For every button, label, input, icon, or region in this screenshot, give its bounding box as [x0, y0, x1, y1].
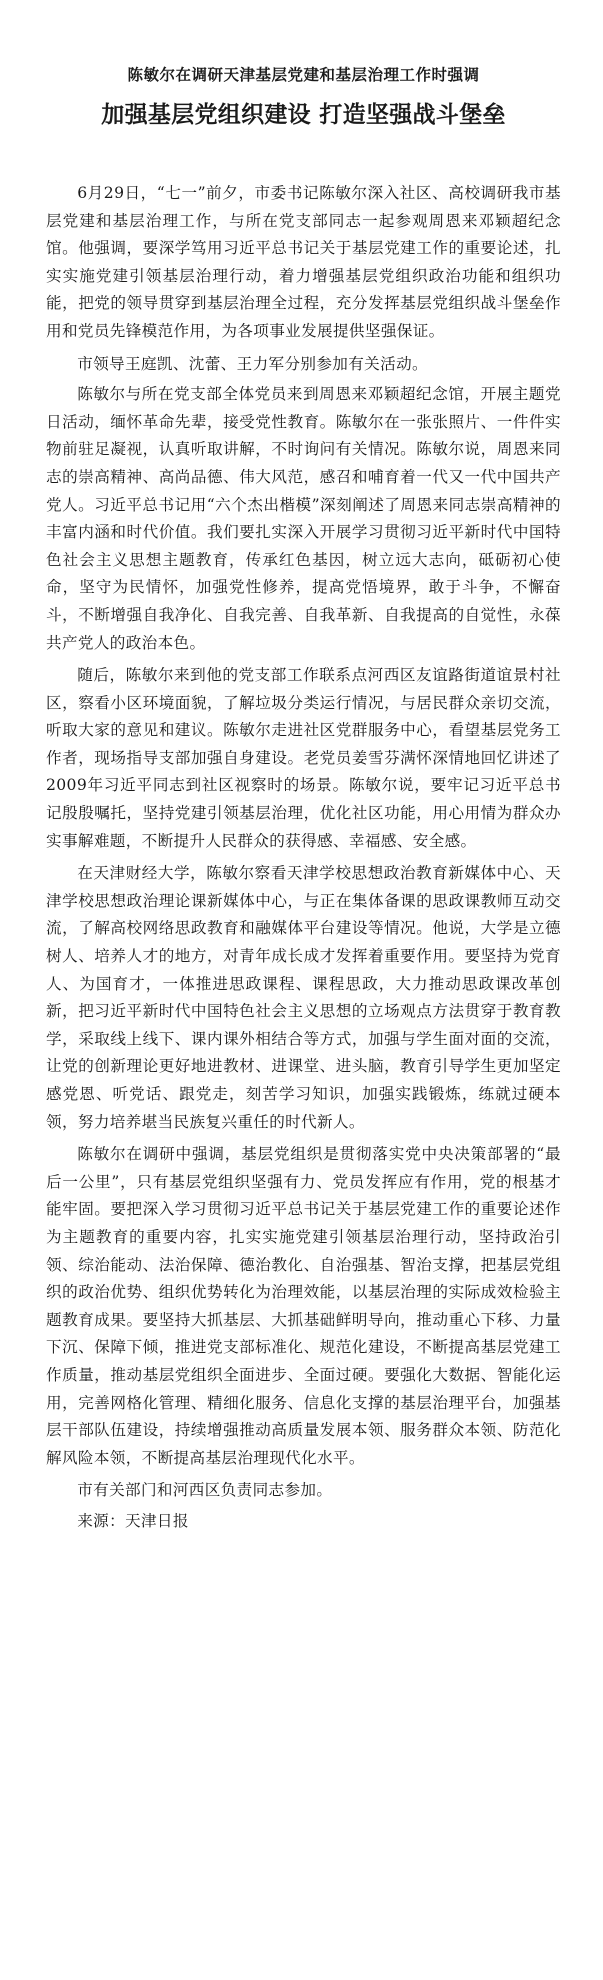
paragraph-emphasis: 陈敏尔在调研中强调，基层党组织是贯彻落实党中央决策部署的“最后一公里”，只有基层党组织坚强有力、党员发挥应有作用，党的根基才能牢固。要把深入学习贯彻习近平总书记关于基层党建工作的重要论述作为主题教育的重要内容，扎实实施党建引领基层治理行动，坚持政治引领、综治能动、法治保障、德治教化、自治强基、智治支撑，把基层党组织的政治优势、组织优势转化为治理效能，以基层治理的实际成效检验主题教育成果。要坚持大抓基层、大抓基础鲜明导向，推动重心下移、力量下沉、保障下倾，推进党支部标准化、规范化建设，不断提高基层党建工作质量，推动基层党组织全面进步、全面过硬。要强化大数据、智能化运用，完善网格化管理、精细化服务、信息化支撑的基层治理平台，加强基层干部队伍建设，持续增强推动高质量发展本领、服务群众本领、防范化解风险本领，不断提高基层治理现代化水平。 — [46, 1145, 561, 1467]
paragraph-memorial-visit: 陈敏尔与所在党支部全体党员来到周恩来邓颖超纪念馆，开展主题党日活动，缅怀革命先辈，接受党性教育。陈敏尔在一张张照片、一件件实物前驻足凝视，认真听取讲解，不时询问有关情况。陈敏尔说，周恩来同志的崇高精神、高尚品德、伟大风范，感召和哺育着一代又一代中国共产党人。习近平总书记用“六个杰出楷模”深刻阐述了周恩来同志崇高精神的丰富内涵和时代价值。我们要扎实深入开展学习贯彻习近平新时代中国特色社会主义思想主题教育，传承红色基因，树立远大志向，砥砺初心使命，坚守为民情怀，加强党性修养，提高党悟境界，敢于斗争，不懈奋斗，不断增强自我净化、自我完善、自我革新、自我提高的自觉性，永葆共产党人的政治本色。 — [46, 385, 561, 652]
source-line: 来源：天津日报 — [77, 1511, 189, 1530]
paragraph-community-visit: 随后，陈敏尔来到他的党支部工作联系点河西区友谊路街道谊景村社区，察看小区环境面貌，了解垃圾分类运行情况，与居民群众亲切交流，听取大家的意见和建议。陈敏尔走进社区党群服务中心，看望基层党务工作者，现场指导支部加强自身建设。老党员姜雪芬满怀深情地回忆讲述了2009年习近平同志到社区视察时的场景。陈敏尔说，要牢记习近平总书记殷殷嘱托，坚持党建引领基层治理，优化社区功能，用心用情为群众办实事解难题，不断提升人民群众的获得感、幸福感、安全感。 — [46, 666, 561, 850]
article-subtitle: 陈敏尔在调研天津基层党建和基层治理工作时强调 — [127, 65, 480, 84]
paragraph-closing: 市有关部门和河西区负责同志参加。 — [77, 1481, 333, 1500]
article-headline: 加强基层党组织建设 打造坚强战斗堡垒 — [101, 101, 506, 128]
paragraph-attendees: 市领导王庭凯、沈蕾、王力军分别参加有关活动。 — [77, 354, 428, 373]
paragraph-university-visit: 在天津财经大学，陈敏尔察看天津学校思想政治教育新媒体中心、天津学校思想政治理论课新媒体中心，与正在集体备课的思政课教师互动交流，了解高校网络思政教育和融媒体平台建设等情况。他说，大学是立德树人、培养人才的地方，对青年成长成才发挥着重要作用。要坚持为党育人、为国育才，一体推进思政课程、课程思政，大力推动思政课改革创新，把习近平新时代中国特色社会主义思想的立场观点方法贯穿于教育教学，采取线上线下、课内课外相结合等方式，加强与学生面对面的交流，让党的创新理论更好地进教材、进课堂、进头脑，教育引导学生更加坚定感党恩、听党话、跟党走，刻苦学习知识，加强实践锻炼，练就过硬本领，努力培养堪当民族复兴重任的时代新人。 — [46, 864, 561, 1131]
article-body — [46, 180, 561, 1536]
paragraph-intro: 6月29日，“七一”前夕，市委书记陈敏尔深入社区、高校调研我市基层党建和基层治理工作，与所在党支部同志一起参观周恩来邓颖超纪念馆。他强调，要深学笃用习近平总书记关于基层党建工作的重要论述，扎实实施党建引领基层治理行动，着力增强基层党组织政治功能和组织功能，把党的领导贯穿到基层治理全过程，充分发挥基层党组织战斗堡垒作用和党员先锋模范作用，为各项事业发展提供坚强保证。 — [46, 184, 561, 340]
